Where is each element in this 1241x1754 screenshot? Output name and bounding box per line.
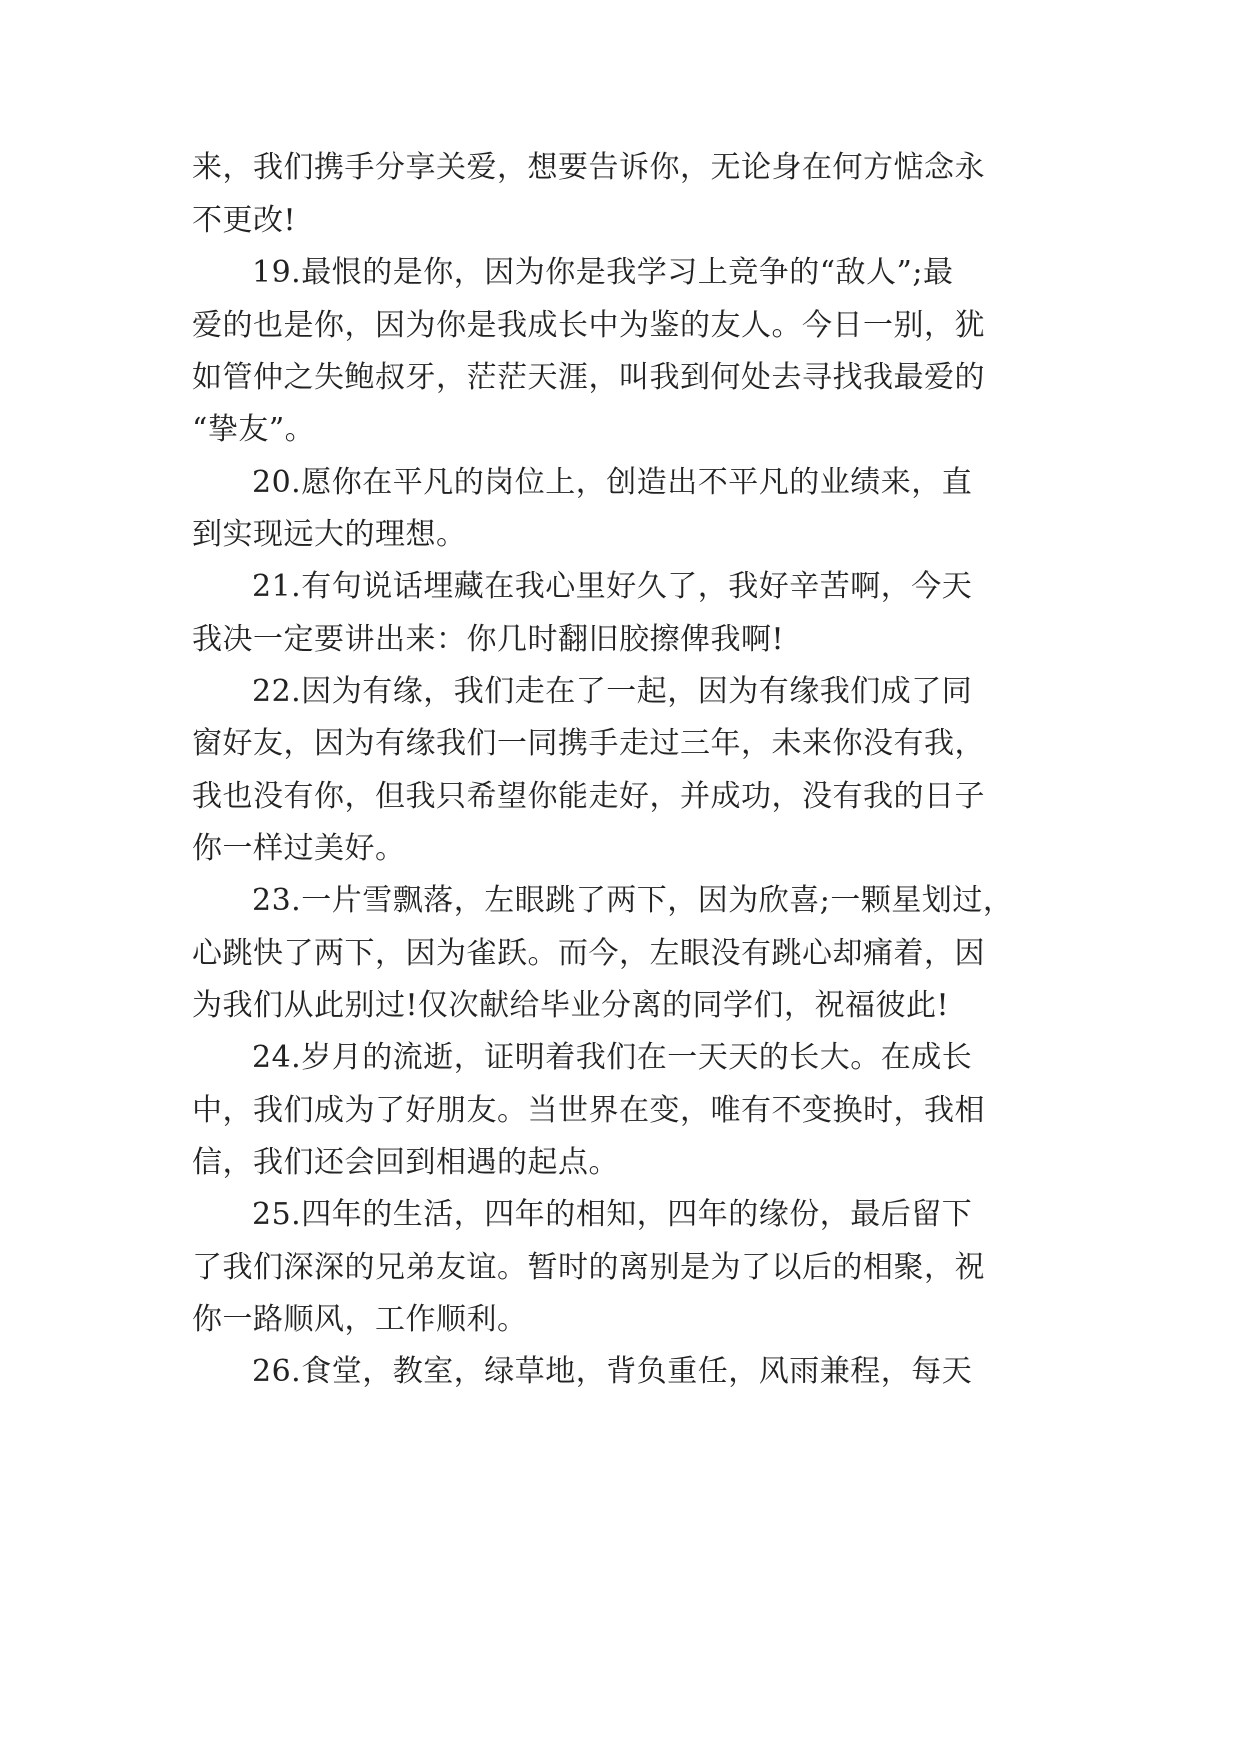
paragraph-start-19: 19.最恨的是你，因为你是我学习上竞争的“敌人”;最 [252,255,954,290]
text-line: 你一样过美好。 [192,831,406,866]
text-line: 为我们从此别过!仅次献给毕业分离的同学们，祝福彼此! [192,988,950,1023]
paragraph-start-22: 22.因为有缘，我们走在了一起，因为有缘我们成了同 [252,674,973,709]
text-line: 不更改! [192,203,297,238]
text-line: 我决一定要讲出来：你几时翻旧胶擦俾我啊! [192,622,785,657]
text-line: 心跳快了两下，因为雀跃。而今，左眼没有跳心却痛着，因 [192,936,985,971]
paragraph-start-21: 21.有句说话埋藏在我心里好久了，我好辛苦啊，今天 [252,569,973,604]
paragraph-start-25: 25.四年的生活，四年的相知，四年的缘份，最后留下 [252,1197,973,1232]
text-line: 信，我们还会回到相遇的起点。 [192,1145,619,1180]
paragraph-start-26: 26.食堂，教室，绿草地，背负重任，风雨兼程，每天 [252,1354,973,1389]
text-line: 到实现远大的理想。 [192,517,467,552]
text-line: 爱的也是你，因为你是我成长中为鉴的友人。今日一别，犹 [192,308,985,343]
paragraph-start-20: 20.愿你在平凡的岗位上，创造出不平凡的业绩来，直 [252,465,973,500]
text-line: 来，我们携手分享关爱，想要告诉你，无论身在何方惦念永 [192,150,985,185]
text-line: 我也没有你，但我只希望你能走好，并成功，没有我的日子 [192,779,985,814]
text-line: 如管仲之失鲍叔牙，茫茫天涯，叫我到何处去寻找我最爱的 [192,360,985,395]
text-line: 了我们深深的兄弟友谊。暂时的离别是为了以后的相聚，祝 [192,1250,985,1285]
text-line: “挚友”。 [192,412,316,447]
text-line: 窗好友，因为有缘我们一同携手走过三年，未来你没有我， [192,726,985,761]
text-line: 你一路顺风，工作顺利。 [192,1302,528,1337]
paragraph-start-23: 23.一片雪飘落，左眼跳了两下，因为欣喜;一颗星划过， [252,883,1014,918]
paragraph-start-24: 24.岁月的流逝，证明着我们在一天天的长大。在成长 [252,1040,973,1075]
text-line: 中，我们成为了好朋友。当世界在变，唯有不变换时，我相 [192,1093,985,1128]
